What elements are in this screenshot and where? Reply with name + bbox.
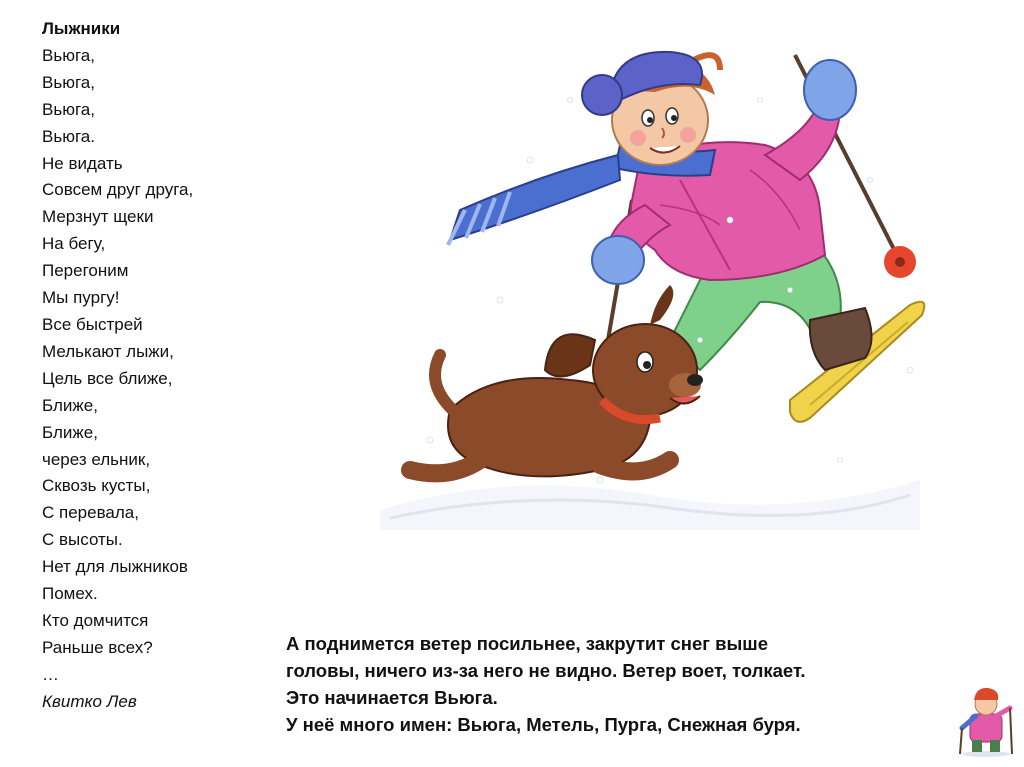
poem-title: Лыжники [42, 19, 121, 38]
caption-line: головы, ничего из-за него не видно. Ветер воет, толкает. [286, 660, 806, 681]
poem-line: Помех. [42, 584, 98, 604]
poem-line: Сквозь кусты, [42, 476, 151, 496]
poem-line: Вьюга, [42, 45, 95, 65]
caption-line: Это начинается Вьюга. [286, 687, 498, 708]
poem-line: Нет для лыжников [42, 557, 188, 577]
small-skier-figure-icon [958, 684, 1014, 758]
poem-line: Мелькают лыжи, [42, 341, 174, 361]
poem-line: Кто домчится [42, 610, 149, 630]
poem-line: С перевала, [42, 503, 139, 523]
poem-line: На бегу, [42, 234, 106, 254]
poem-line: Раньше всех? [42, 637, 153, 657]
poem-line: Перегоним [42, 261, 129, 281]
description-text [286, 630, 966, 738]
poem-line: Все быстрей [42, 314, 143, 334]
poem-line: Вьюга. [42, 126, 95, 146]
poem-line: … [42, 664, 59, 684]
poem-line: Мерзнут щеки [42, 207, 154, 227]
poem-line: Ближе, [42, 422, 98, 442]
caption-line: У неё много имен: Вьюга, Метель, Пурга, Снежная буря. [286, 714, 801, 735]
caption-line: А поднимется ветер посильнее, закрутит снег выше [286, 633, 768, 654]
poem-line: Вьюга, [42, 72, 95, 92]
poem-line: Мы пургу! [42, 288, 120, 308]
poem-author: Квитко Лев [42, 691, 137, 711]
boy-skiing-with-dog-illustration [370, 40, 930, 530]
poem-line: Не видать [42, 153, 123, 173]
poem-line: Ближе, [42, 395, 98, 415]
poem-line: Цель все ближе, [42, 368, 173, 388]
poem-line: Совсем друг друга, [42, 180, 194, 200]
poem-line: Вьюга, [42, 99, 95, 119]
poem-line: С высоты. [42, 530, 123, 550]
poem-block [42, 16, 282, 716]
poem-line: через ельник, [42, 449, 151, 469]
